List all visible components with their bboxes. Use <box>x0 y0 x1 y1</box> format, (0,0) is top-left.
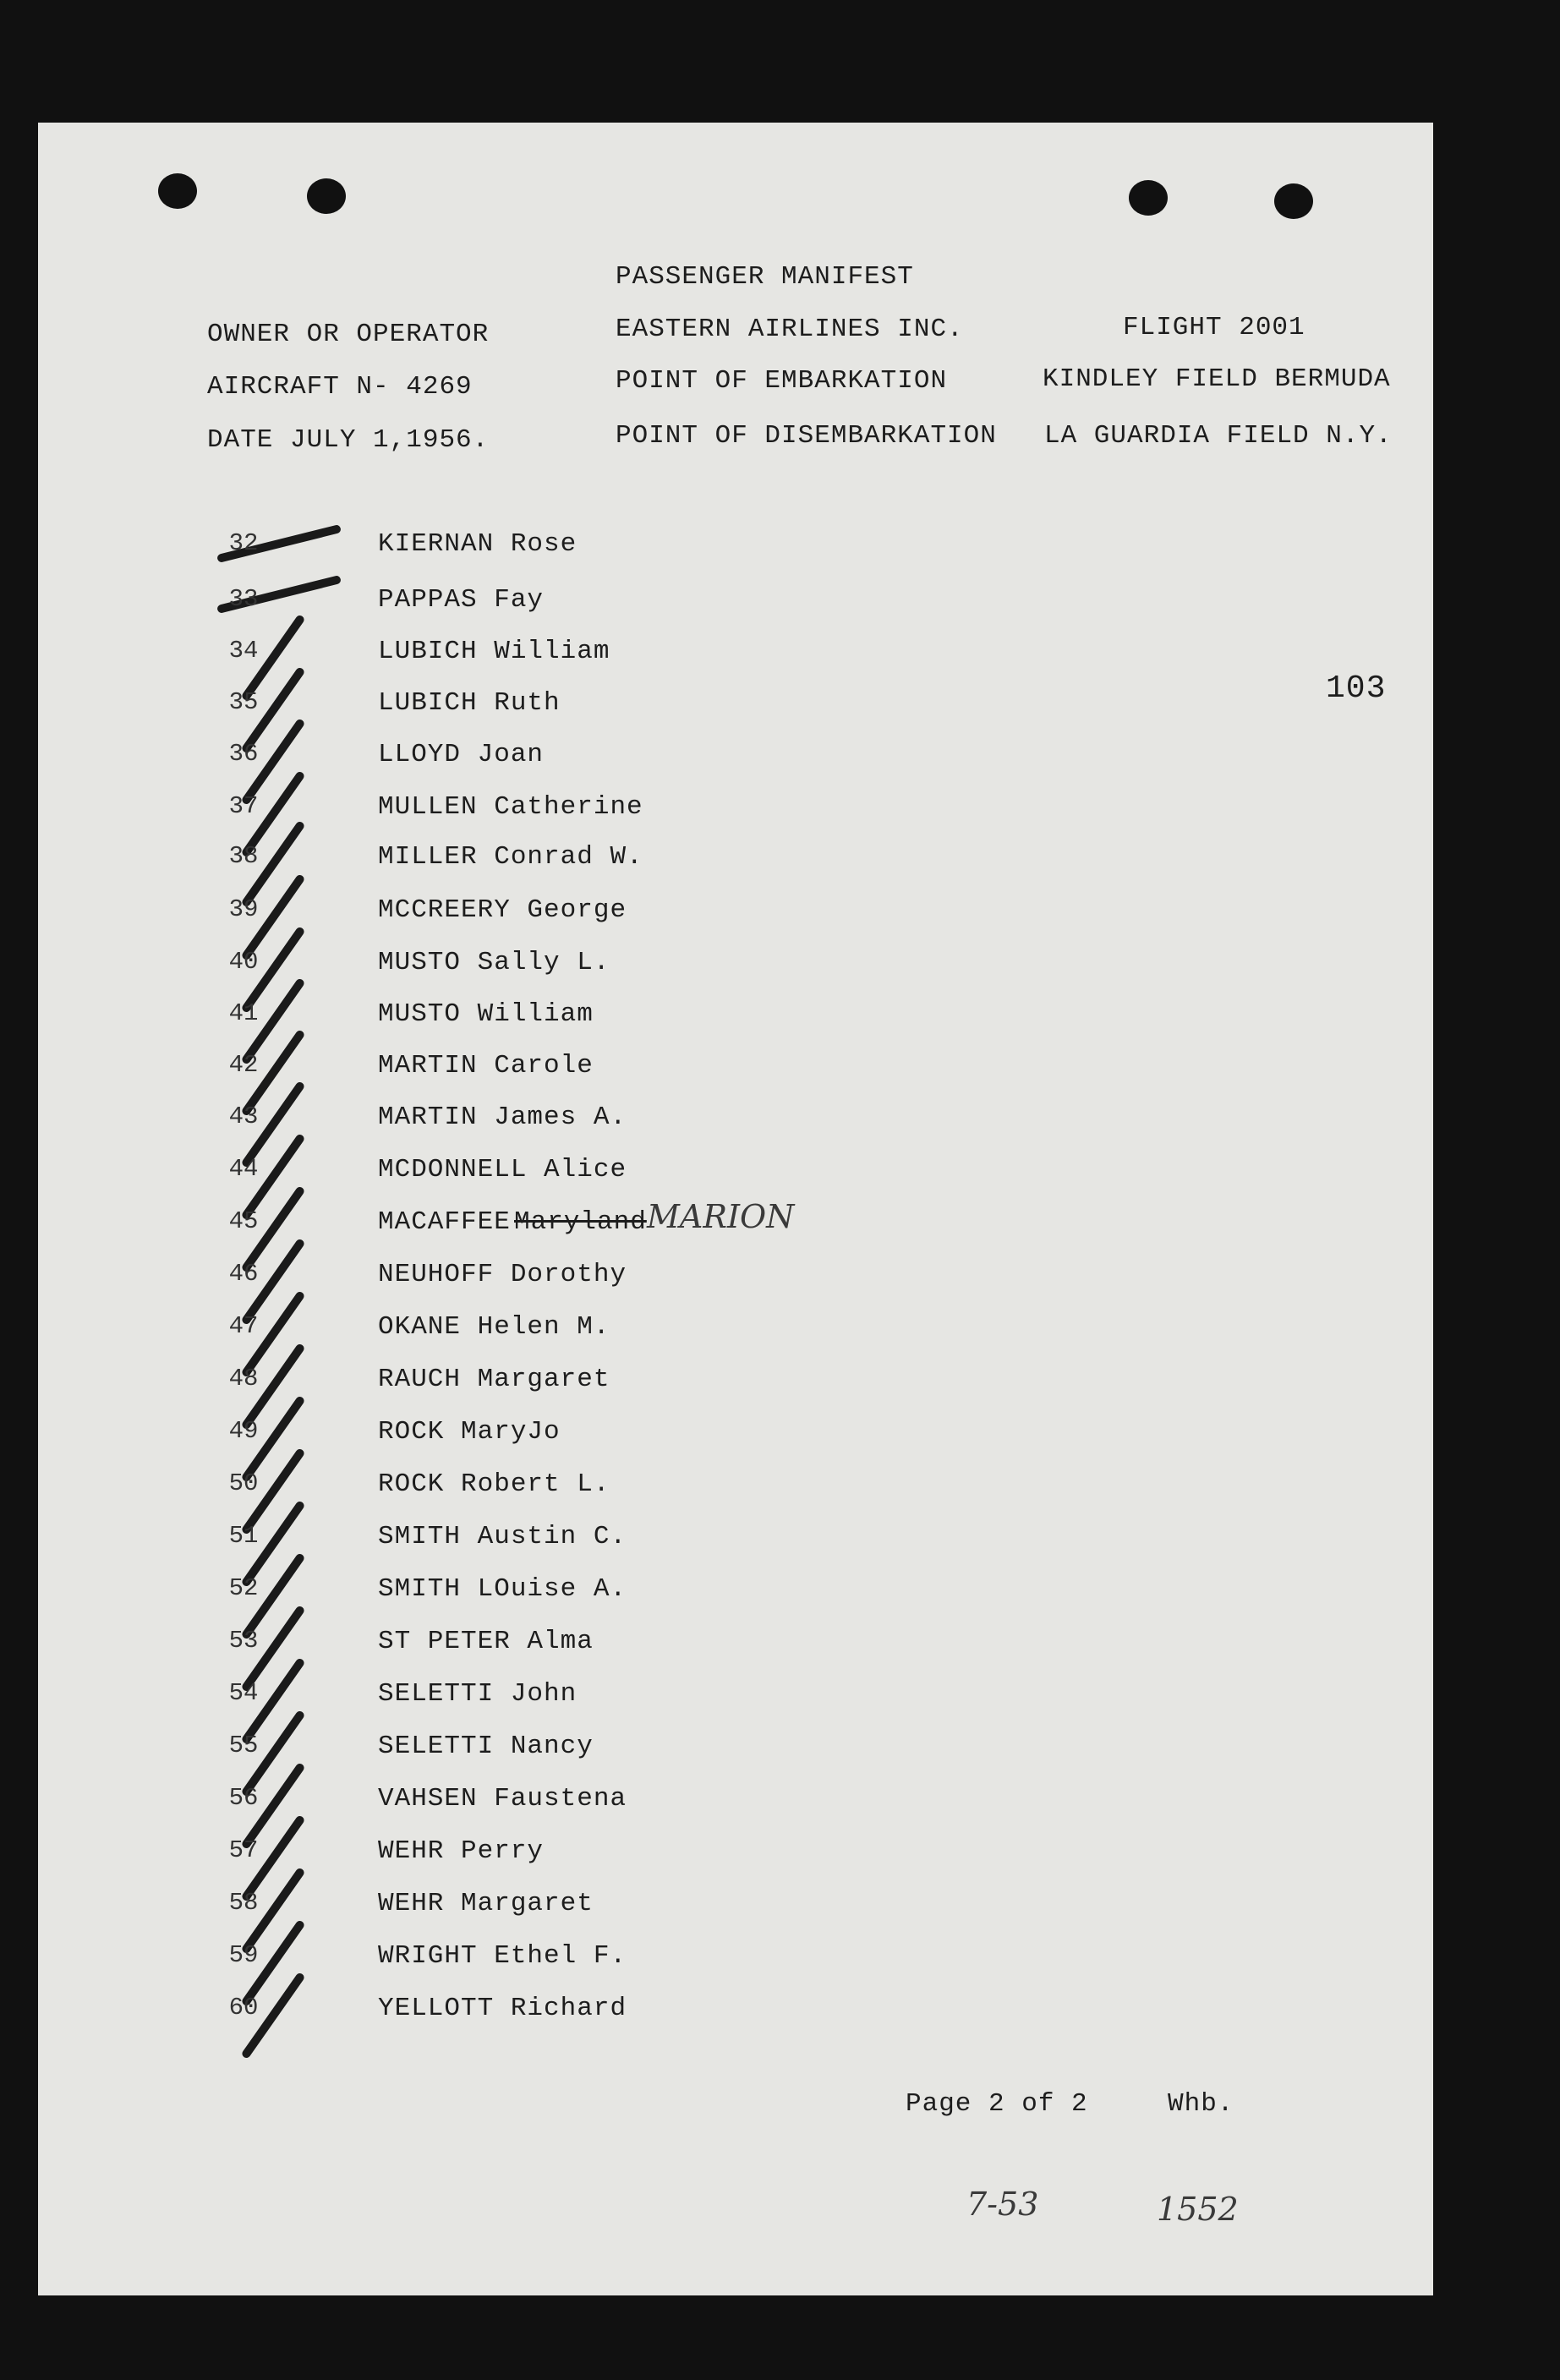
passenger-name: SELETTI Nancy <box>378 1732 594 1761</box>
passenger-number: 39 <box>228 895 259 923</box>
punch-hole-right-1 <box>1129 180 1168 216</box>
passenger-number: 52 <box>228 1574 259 1602</box>
passenger-name: ROCK MaryJo <box>378 1417 561 1447</box>
passenger-number: 44 <box>228 1155 259 1183</box>
passenger-name: ST PETER Alma <box>378 1627 594 1656</box>
passenger-name: WRIGHT Ethel F. <box>378 1941 627 1971</box>
passenger-number: 37 <box>228 792 259 820</box>
passenger-number: 53 <box>228 1627 259 1655</box>
passenger-name: MUSTO Sally L. <box>378 948 610 977</box>
passenger-number: 41 <box>228 999 259 1027</box>
passenger-name: ROCK Robert L. <box>378 1469 610 1499</box>
passenger-number: 56 <box>228 1784 259 1812</box>
passenger-name: MUSTO William <box>378 999 594 1029</box>
manifest-title: PASSENGER MANIFEST <box>616 262 914 292</box>
passenger-number: 35 <box>228 688 259 716</box>
passenger-name: RAUCH Margaret <box>378 1365 610 1394</box>
handwritten-note-2: 1552 <box>1157 2191 1239 2228</box>
passenger-number: 42 <box>228 1051 259 1079</box>
passenger-number: 57 <box>228 1836 259 1864</box>
passenger-name: LUBICH Ruth <box>378 688 561 718</box>
disembarkation-value: LA GUARDIA FIELD N.Y. <box>1044 421 1393 451</box>
passenger-number: 55 <box>228 1732 259 1759</box>
passenger-name: SMITH LOuise A. <box>378 1574 627 1604</box>
passenger-name: YELLOTT Richard <box>378 1994 627 2023</box>
passenger-name: MCDONNELL Alice <box>378 1155 627 1185</box>
passenger-name: LLOYD Joan <box>378 740 545 769</box>
clerk-initials: Whb. <box>1168 2089 1234 2119</box>
disembarkation-label: POINT OF DISEMBARKATION <box>616 421 997 451</box>
passenger-name: LUBICH William <box>378 637 610 666</box>
passenger-number: 58 <box>228 1889 259 1917</box>
manifest-page <box>38 123 1433 2295</box>
passenger-name: NEUHOFF Dorothy <box>378 1260 627 1289</box>
passenger-number: 45 <box>228 1207 259 1235</box>
punch-hole-right-2 <box>1274 183 1313 219</box>
flight-number: FLIGHT 2001 <box>1123 313 1305 342</box>
passenger-name: OKANE Helen M. <box>378 1312 610 1342</box>
passenger-number: 54 <box>228 1679 259 1707</box>
passenger-number: 46 <box>228 1260 259 1288</box>
handwritten-note-1: 7-53 <box>966 2186 1039 2223</box>
punch-hole-left-1 <box>158 173 197 209</box>
owner-value: EASTERN AIRLINES INC. <box>616 315 964 344</box>
passenger-name: MCCREERY George <box>378 895 627 925</box>
passenger-number: 49 <box>228 1417 259 1445</box>
passenger-name: WEHR Perry <box>378 1836 545 1866</box>
struck-out-name: Maryland <box>514 1207 647 1237</box>
passenger-number: 60 <box>228 1994 259 2022</box>
passenger-name: WEHR Margaret <box>378 1889 594 1918</box>
owner-label: OWNER OR OPERATOR <box>207 320 490 349</box>
passenger-number: 59 <box>228 1941 259 1969</box>
passenger-name: VAHSEN Faustena <box>378 1784 627 1814</box>
passenger-name: MILLER Conrad W. <box>378 842 643 872</box>
passenger-name: MULLEN Catherine <box>378 792 643 822</box>
embarkation-value: KINDLEY FIELD BERMUDA <box>1043 364 1391 394</box>
passenger-name: MARTIN Carole <box>378 1051 594 1081</box>
passenger-number: 51 <box>228 1522 259 1550</box>
passenger-name: SMITH Austin C. <box>378 1522 627 1551</box>
passenger-number: 50 <box>228 1469 259 1497</box>
passenger-number: 33 <box>228 585 259 613</box>
passenger-number: 47 <box>228 1312 259 1340</box>
passenger-name: MARTIN James A. <box>378 1102 627 1132</box>
passenger-name: PAPPAS Fay <box>378 585 545 615</box>
page-count: Page 2 of 2 <box>906 2089 1088 2119</box>
passenger-number: 34 <box>228 637 259 665</box>
passenger-number: 38 <box>228 842 259 870</box>
passenger-name: KIERNAN Rose <box>378 529 577 559</box>
embarkation-label: POINT OF EMBARKATION <box>616 366 948 396</box>
punch-hole-left-2 <box>307 178 346 214</box>
passenger-number: 48 <box>228 1365 259 1392</box>
passenger-name: MACAFFEE <box>378 1207 511 1237</box>
page-stamp-number: 103 <box>1326 670 1387 707</box>
passenger-number: 40 <box>228 948 259 976</box>
handwritten-correction: MARION <box>647 1198 795 1235</box>
passenger-number: 32 <box>228 529 259 557</box>
aircraft-number: AIRCRAFT N- 4269 <box>207 372 473 402</box>
passenger-number: 43 <box>228 1102 259 1130</box>
passenger-number: 36 <box>228 740 259 768</box>
passenger-name: SELETTI John <box>378 1679 577 1709</box>
manifest-date: DATE JULY 1,1956. <box>207 425 490 455</box>
